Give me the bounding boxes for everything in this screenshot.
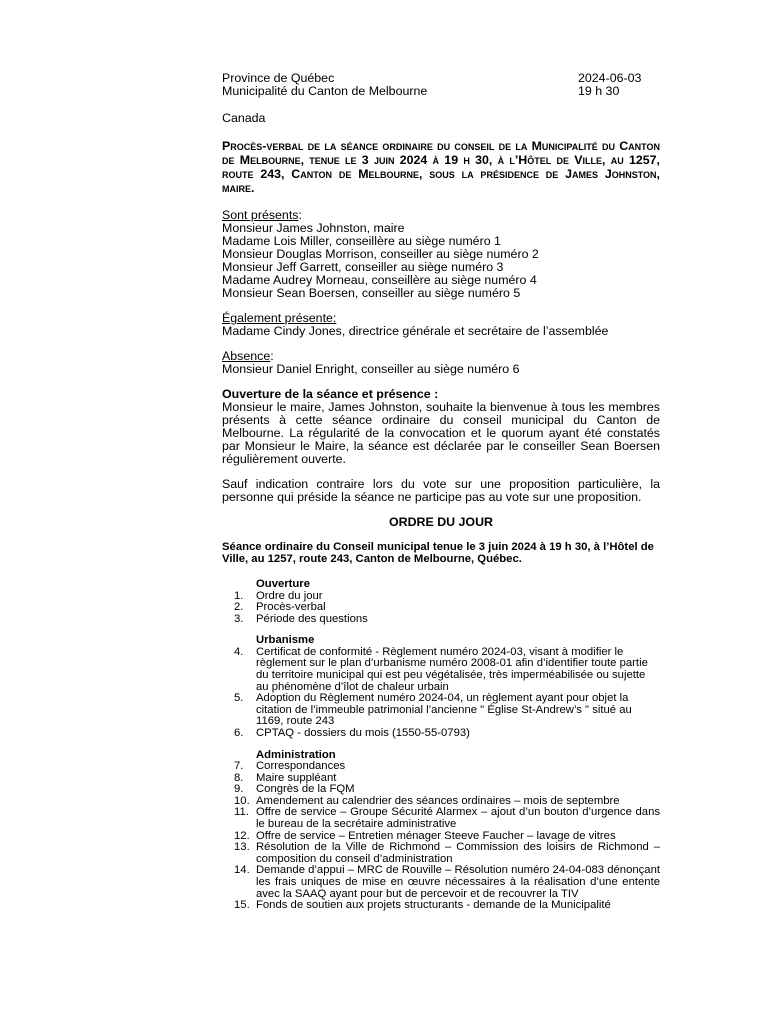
voting-note: Sauf indication contraire lors du vote sur une proposition particulière, la personne qui préside la séance ne participe pas au vote sur une proposition.	[222, 477, 660, 504]
item-text: Résolution de la Ville de Richmond – Commission des loisirs de Richmond – composition du conseil d’administration	[256, 841, 660, 865]
item-number: 5.	[234, 692, 244, 705]
item-text: Congrès de la FQM	[256, 783, 355, 796]
agenda-heading: ORDRE DU JOUR	[389, 515, 493, 529]
item-text: Maire suppléant	[256, 771, 337, 784]
present-section: Sont présents: Monsieur James Johnston, maire Madame Lois Miller, conseillère au siège numéro 1 Monsieur Douglas Morrison, conseiller au siège numéro 2 Monsieur Jeff Garrett, conseiller au siège numéro 3 Madame Audrey Morneau, conseillère au siège numéro 4 Monsieur Sean Boersen, conseiller au siège numéro 5	[222, 209, 660, 300]
agenda-item	[222, 647, 660, 693]
also-present-member: Madame Cindy Jones, directrice générale et secrétaire de l’assemblée	[222, 324, 609, 338]
agenda-item	[222, 602, 660, 614]
agenda-section-title: Urbanisme	[256, 634, 315, 647]
item-number: 3.	[234, 612, 244, 625]
agenda-item	[222, 728, 660, 740]
item-text: Certificat de conformité - Règlement numéro 2024-03, visant à modifier le règlement sur le plan d’urbanisme numéro 2008-01 afin d’identifier toute partie du territoire municipal qui est peu végétalisée, très imperméabilisée ou sujette au phénomène d’îlot de chaleur urbain	[256, 645, 648, 693]
minutes-title: Procès-verbal de la séance ordinaire du conseil de la Municipalité du Canton de Melbourne, tenue le 3 juin 2024 à 19 h 30, à l’Hôtel de Ville, au 1257, route 243, Canton de Melbourne, sous la présidence de James Johnston, maire.	[222, 139, 660, 195]
item-text: Offre de service – Entretien ménager Steeve Faucher – lavage de vitres	[256, 829, 616, 842]
item-text: Adoption du Règlement numéro 2024-04, un règlement ayant pour objet la citation de l’immeuble patrimonial l’ancienne " Église St-Andrew’s " situé au 1169, route 243	[256, 692, 632, 728]
meeting-date: 2024-06-03	[578, 71, 642, 85]
absent-member: Monsieur Daniel Enright, conseiller au siège numéro 6	[222, 362, 520, 376]
agenda-section-title: Ouverture	[256, 578, 310, 590]
item-number: 9.	[234, 783, 244, 796]
agenda-list	[222, 591, 660, 626]
document-body	[222, 72, 660, 912]
item-text: Ordre du jour	[256, 589, 323, 602]
present-member: Monsieur James Johnston, maire	[222, 221, 405, 235]
absence-section: Absence: Monsieur Daniel Enright, conseiller au siège numéro 6	[222, 350, 660, 376]
agenda-section-administration	[222, 750, 660, 912]
agenda-item	[222, 761, 660, 773]
item-text: Procès-verbal	[256, 601, 326, 614]
item-number: 2.	[234, 601, 244, 614]
agenda-section-title: Administration	[256, 748, 336, 761]
municipality-label: Municipalité du Canton de Melbourne	[222, 84, 428, 98]
province-label: Province de Québec	[222, 71, 335, 85]
agenda-list	[222, 647, 660, 740]
item-number: 13.	[234, 841, 250, 854]
opening-section	[222, 388, 660, 504]
item-number: 4.	[234, 645, 244, 658]
agenda-item	[222, 865, 660, 900]
absence-heading: Absence	[222, 349, 271, 363]
item-text: Demande d’appui – MRC de Rouville – Résolution numéro 24-04-083 dénonçant les frais uniques de mise en œuvre nécessaires à la réalisation d’une entente avec la SAAQ ayant pour but de percevoir et de recouvrer la TIV	[256, 864, 660, 900]
agenda-list	[222, 761, 660, 912]
item-number: 10.	[234, 794, 250, 807]
present-member: Monsieur Douglas Morrison, conseiller au siège numéro 2	[222, 247, 539, 261]
item-text: Période des questions	[256, 612, 368, 625]
item-number: 7.	[234, 760, 244, 773]
item-text: Fonds de soutien aux projets structurants - demande de la Municipalité	[256, 899, 611, 912]
item-number: 1.	[234, 589, 244, 602]
present-member: Monsieur Sean Boersen, conseiller au siège numéro 5	[222, 286, 521, 300]
agenda-item	[222, 842, 660, 865]
present-member: Madame Audrey Morneau, conseillère au siège numéro 4	[222, 273, 537, 287]
agenda-item	[222, 614, 660, 626]
item-number: 11.	[234, 806, 249, 819]
item-text: CPTAQ - dossiers du mois (1550-55-0793)	[256, 726, 470, 739]
item-number: 15.	[234, 899, 250, 912]
meeting-time: 19 h 30	[578, 84, 620, 98]
item-number: 12.	[234, 829, 250, 842]
also-present-heading: Également présente:	[222, 311, 337, 325]
also-present-section	[222, 312, 660, 338]
agenda-item	[222, 807, 660, 830]
agenda-item	[222, 900, 660, 912]
agenda-intro: Séance ordinaire du Conseil municipal tenue le 3 juin 2024 à 19 h 30, à l’Hôtel de Ville, au 1257, route 243, Canton de Melbourne, Québec.	[222, 541, 654, 565]
agenda-item	[222, 693, 660, 728]
present-member: Monsieur Jeff Garrett, conseiller au siège numéro 3	[222, 260, 504, 274]
opening-paragraph: Monsieur le maire, James Johnston, souhaite la bienvenue à tous les membres présents à cette séance ordinaire du conseil municipal du Canton de Melbourne. La régularité de la convocation et le quorum ayant été constatés par Monsieur le Maire, la séance est déclarée par le conseiller Sean Boersen régulièrement ouverte.	[222, 400, 660, 466]
agenda-section-opening	[222, 579, 660, 625]
agenda-section-urbanisme	[222, 635, 660, 739]
item-number: 8.	[234, 771, 244, 784]
header-row-2	[222, 85, 660, 98]
item-number: 14.	[234, 864, 250, 877]
item-number: 6.	[234, 726, 244, 739]
opening-heading: Ouverture de la séance et présence :	[222, 387, 439, 401]
item-text: Amendement au calendrier des séances ordinaires – mois de septembre	[256, 794, 620, 807]
item-text: Offre de service – Groupe Sécurité Alarmex – ajout d’un bouton d’urgence dans le bureau de la secrétaire administrative	[256, 806, 660, 830]
present-member: Madame Lois Miller, conseillère au siège numéro 1	[222, 234, 501, 248]
present-heading: Sont présents	[222, 208, 299, 222]
country-label: Canada	[222, 111, 266, 125]
item-text: Correspondances	[256, 760, 346, 773]
